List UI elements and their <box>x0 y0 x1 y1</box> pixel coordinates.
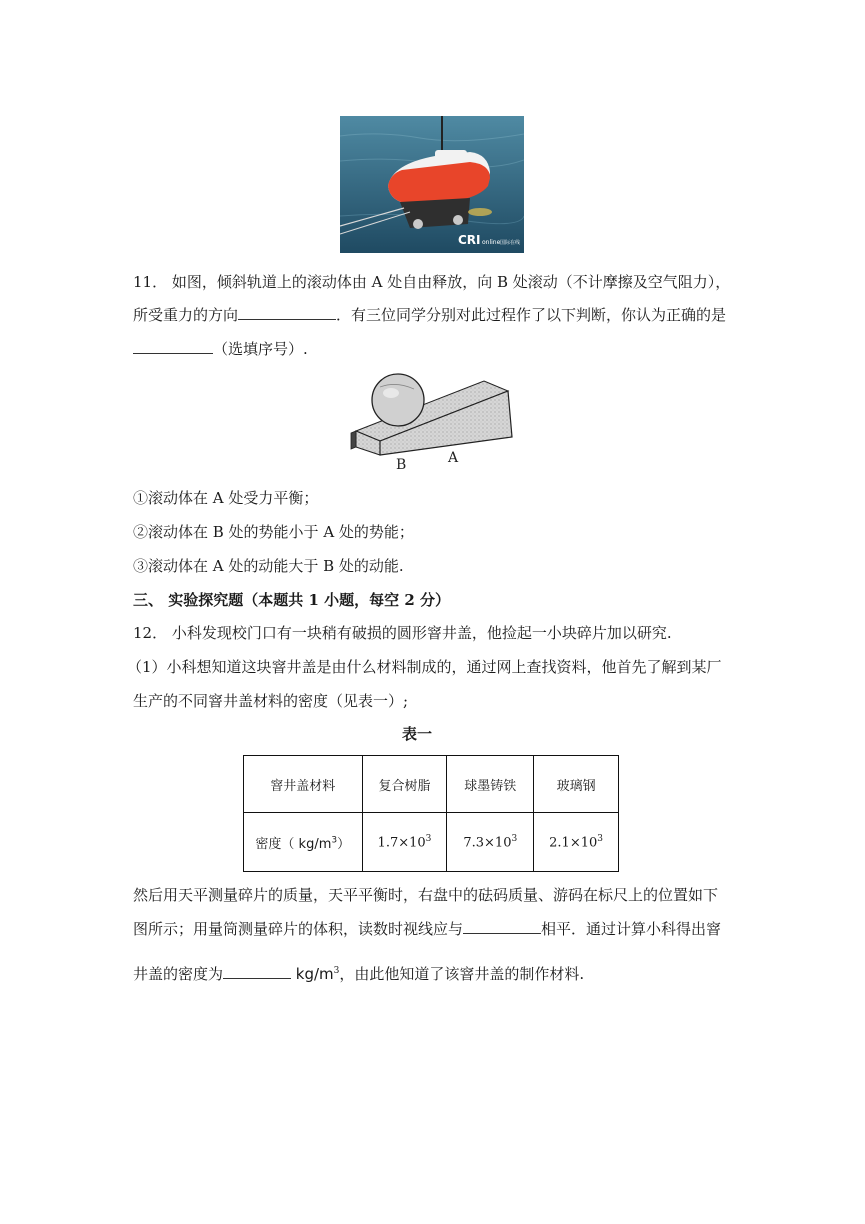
q12-line2: （1）小科想知道这块窨井盖是由什么材料制成的，通过网上查找资料，他首先了解到某厂 <box>127 658 722 676</box>
q11-option-3: ③滚动体在 A 处的动能大于 B 处的动能. <box>133 557 404 575</box>
table-header-row <box>244 756 619 813</box>
submersible-image <box>340 116 524 253</box>
q11-line2-b: ．有三位同学分别对此过程作了以下判断，你认为正确的是 <box>336 306 727 324</box>
table-cell: $1.7\times 10^3$ <box>362 813 447 872</box>
row-label-close: ） <box>337 836 351 852</box>
ramp-svg <box>346 367 516 472</box>
q11-option-2: ②滚动体在 B 处的势能小于 A 处的势能； <box>133 523 414 541</box>
q11-blank-gravity-direction[interactable] <box>238 305 336 320</box>
table-header-cell: 球墨铸铁 <box>447 756 534 813</box>
q12-density-unit-exp: 3 <box>333 966 340 976</box>
q12-line5-a: 图所示；用量筒测量碎片的体积，读数时视线应与 <box>133 920 464 938</box>
q12-line5-b: 相平．通过计算小科得出窨 <box>541 920 722 938</box>
watermark-brand: CRI <box>458 233 481 247</box>
value-mantissa: 2.1 <box>549 835 570 851</box>
watermark-cn: 国际在线 <box>500 240 521 246</box>
table-caption: 表一 <box>402 725 433 743</box>
table-cell: $7.3\times 10^3$ <box>447 813 534 872</box>
watermark-sub: online <box>482 239 501 246</box>
q12-line5 <box>133 919 721 939</box>
q12-line6-b: ，由此他知道了该窨井盖的制作材料. <box>339 965 585 983</box>
value-mantissa: 1.7 <box>377 835 399 851</box>
table-header-cell: 窨井盖材料 <box>244 756 363 813</box>
ramp-diagram <box>346 367 516 472</box>
value-mantissa: 7.3 <box>463 835 485 851</box>
value-exp: 3 <box>597 833 604 844</box>
table-header-cell: 复合树脂 <box>362 756 447 813</box>
q12-line6 <box>133 961 584 984</box>
label-b: B <box>396 457 407 472</box>
q11-line3 <box>133 339 308 359</box>
q12-blank-sightline[interactable] <box>463 919 541 934</box>
q11-blank-correct-choice[interactable] <box>133 339 213 354</box>
row-label-text: 密度（ kg/m <box>255 836 332 852</box>
table-cell: $2.1\times 10^3$ <box>534 813 619 872</box>
q11-option-1: ①滚动体在 A 处受力平衡； <box>133 489 319 507</box>
q12-line3: 生产的不同窨井盖材料的密度（见表一）; <box>133 692 409 710</box>
q12-blank-density[interactable] <box>223 964 291 979</box>
section3-title: 三、 实验探究题（本题共 1 小题，每空 2 分） <box>133 591 450 609</box>
label-a: A <box>448 450 459 466</box>
submersible-photo <box>340 116 524 253</box>
q12-line4: 然后用天平测量碎片的质量，天平平衡时，右盘中的砝码质量、游码在标尺上的位置如下 <box>133 886 719 904</box>
table-row <box>244 813 619 872</box>
row-label-exp: 3 <box>331 835 338 846</box>
q11-line3-b: （选填序号）. <box>213 340 308 358</box>
table-header-cell: 玻璃钢 <box>534 756 619 813</box>
q12-line1: 12． 小科发现校门口有一块稍有破损的圆形窨井盖，他捡起一小块碎片加以研究. <box>133 624 672 642</box>
q12-density-unit: kg/m <box>295 965 334 983</box>
value-exp: 3 <box>511 833 518 844</box>
value-exp: 3 <box>425 833 432 844</box>
q12-line6-a: 井盖的密度为 <box>133 965 224 983</box>
table-row-label <box>244 813 363 872</box>
q11-line2 <box>133 305 726 325</box>
q11-line2-a: 所受重力的方向 <box>133 306 239 324</box>
density-table <box>243 755 619 872</box>
q11-line1: 11． 如图，倾斜轨道上的滚动体由 A 处自由释放，向 B 处滚动（不计摩擦及空气阻力）， <box>133 273 731 291</box>
